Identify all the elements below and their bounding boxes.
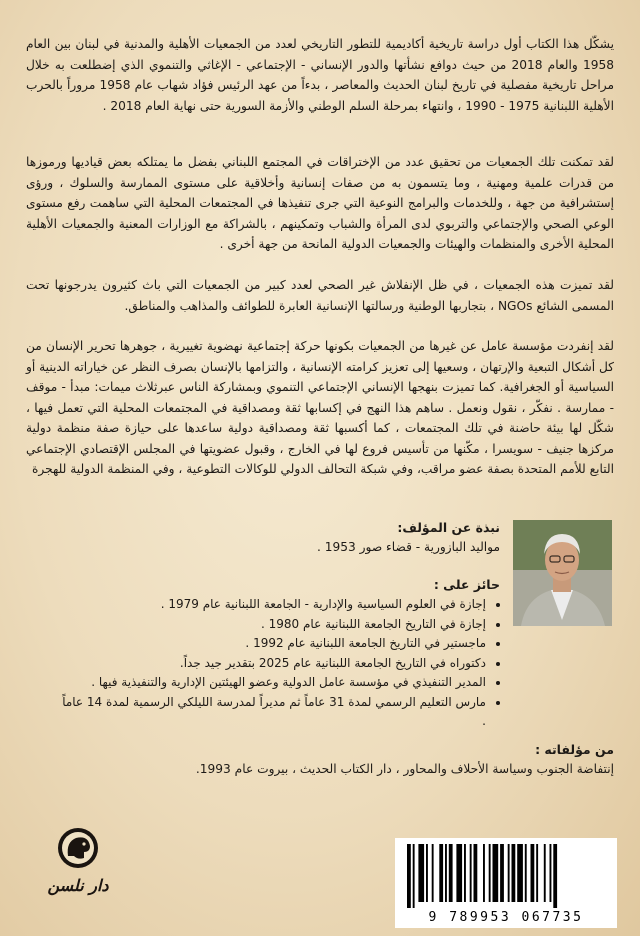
intro-paragraph-1: يشكّل هذا الكتاب أول دراسة تاريخية أكاديمية للتطور التاريخي لعدد من الجمعيات الأهلية والمدنية في لبنان بين العام 1958 والعام 2018 من حيث دوافع نشأتها والدور الإنساني - الإجتماعي - الإغاثي والتنموي الذي إضطلعت به خلال مراحل تاريخية مفصلية في تاريخ لبنان الحديث والمعاصر ، بدءاً من عهد الرئيس فؤاد شهاب عام 1958 مروراً بالحرب الأهلية اللبنانية 1975 - 1990 ، وانتهاء بمرحلة السلم الوطني والأزمة السورية حتى نهاية العام 2018 . (26, 37, 615, 113)
degrees-heading: حائز على : (433, 577, 500, 592)
publisher-name: دار نلسن (47, 876, 109, 895)
author-bio-line: مواليد البازورية - قضاء صور 1953 . (317, 540, 500, 554)
isbn-barcode (395, 838, 617, 928)
author-photo (513, 520, 612, 626)
intro-paragraph-4: لقد إنفردت مؤسسة عامل عن غيرها من الجمعيات بكونها حركة إجتماعية نهضوية تغييرية ، جوهرها تحرير الإنسان من كل أشكال التبعية والإرتهان ، وسعيها إلى تعزيز كرامته الإنسانية ، والتزامها بالإنسان بصرف النظر عن خياراته الدينية أو السياسية أو الجغرافية. كما تميزت بنهجها الإنساني الإجتماعي التنموي وبمشاركة الناس عبرثلاث ميمات: مبدأ - موقف - ممارسة . نفكّر ، نقول ونعمل . ساهم هذا النهج في إكسابها ثقة ومصداقية في المجتمعات المحلية التي تعمل فيها ، شكّل لها بيئة حاضنة في تلك المجتمعات ، كما أكسبها ثقة ومصداقية دولية ساعدها على حيازة صفة منظمة دولية مركزها جنيف - سويسرا ، مكّنها من تأسيس فروع لها في الخارج ، وقبول عضويتها في المجلس الإقتصادي الإجتماعي التابع للأمم المتحدة بصفة عضو مراقب، وفي شبكة التحالف الدولي للوكالات التطوعية ، وفي المنظمة الدولية للهجرة (26, 339, 614, 476)
works-heading: من مؤلفاته : (535, 742, 614, 757)
publisher-logo (48, 822, 108, 912)
publisher-emblem-icon (48, 822, 108, 912)
isbn-number: 9 789953 067735 (428, 910, 584, 925)
intro-paragraph-2: لقد تمكنت تلك الجمعيات من تحقيق عدد من الإختراقات في المجتمع اللبناني بفضل ما يمتلكه بعض قياديها ورموزها من قدرات علمية ومهنية ، وما يتسمون به من صفات إنسانية وأخلاقية على مستوى الممارسة والسلوك ، ورؤى إستشرافية من جهة ، وللخدمات والبرامج النوعية التي جرى تنفيذها في المجتمعات المحلية التي ساهمت رفع مستوى الوعي الصحي والإجتماعي والتربوي لدى المرأة والشباب وتمكينهم ، بالشراكة مع الوزارات المعنية والجمعيات الأهلية المحلية الأخرى والمنظمات والهيئات والجمعيات الدولية المانحة من جهة أخرى . (26, 155, 614, 251)
degree-item: • المدير التنفيذي في مؤسسة عامل الدولية وعضو الهيئتين الإدارية والتنفيذية فيها . (16, 673, 486, 693)
degree-item: • دكتوراه في التاريخ الجامعة اللبنانية عام 2025 بتقدير جيد جداً. (16, 654, 486, 674)
author-bio-heading: نبذة عن المؤلف: (397, 520, 500, 535)
degree-item: • ماجستير في التاريخ الجامعة اللبنانية عام 1992 . (16, 634, 486, 654)
degree-item: . (482, 714, 486, 728)
works-line: إنتفاضة الجنوب وسياسة الأحلاف والمحاور ، دار الكتاب الحديث ، بيروت عام 1993. (195, 762, 614, 776)
barcode-bars-icon (405, 844, 607, 908)
degree-item: • إجازة في العلوم السياسية والإدارية - الجامعة اللبنانية عام 1979 . (16, 595, 486, 615)
degree-item: • إجازة في التاريخ الجامعة اللبنانية عام 1980 . (16, 615, 486, 635)
degrees-list (16, 595, 500, 732)
degree-item: • مارس التعليم الرسمي لمدة 31 عاماً ثم مديراً لمدرسة الليلكي الرسمية لمدة 14 عاماً (16, 693, 486, 713)
intro-paragraph-3: لقد تميزت هذه الجمعيات ، في ظل الإنفلاش غير الصحي لعدد كبير من الجمعيات التي باث كثيرون يدرجونها تحت المسمى الشائع NGOs ، بتجاربها الوطنية ورسالتها الإنسانية العابرة للطوائف والمذاهب والمناطق. (26, 278, 614, 313)
